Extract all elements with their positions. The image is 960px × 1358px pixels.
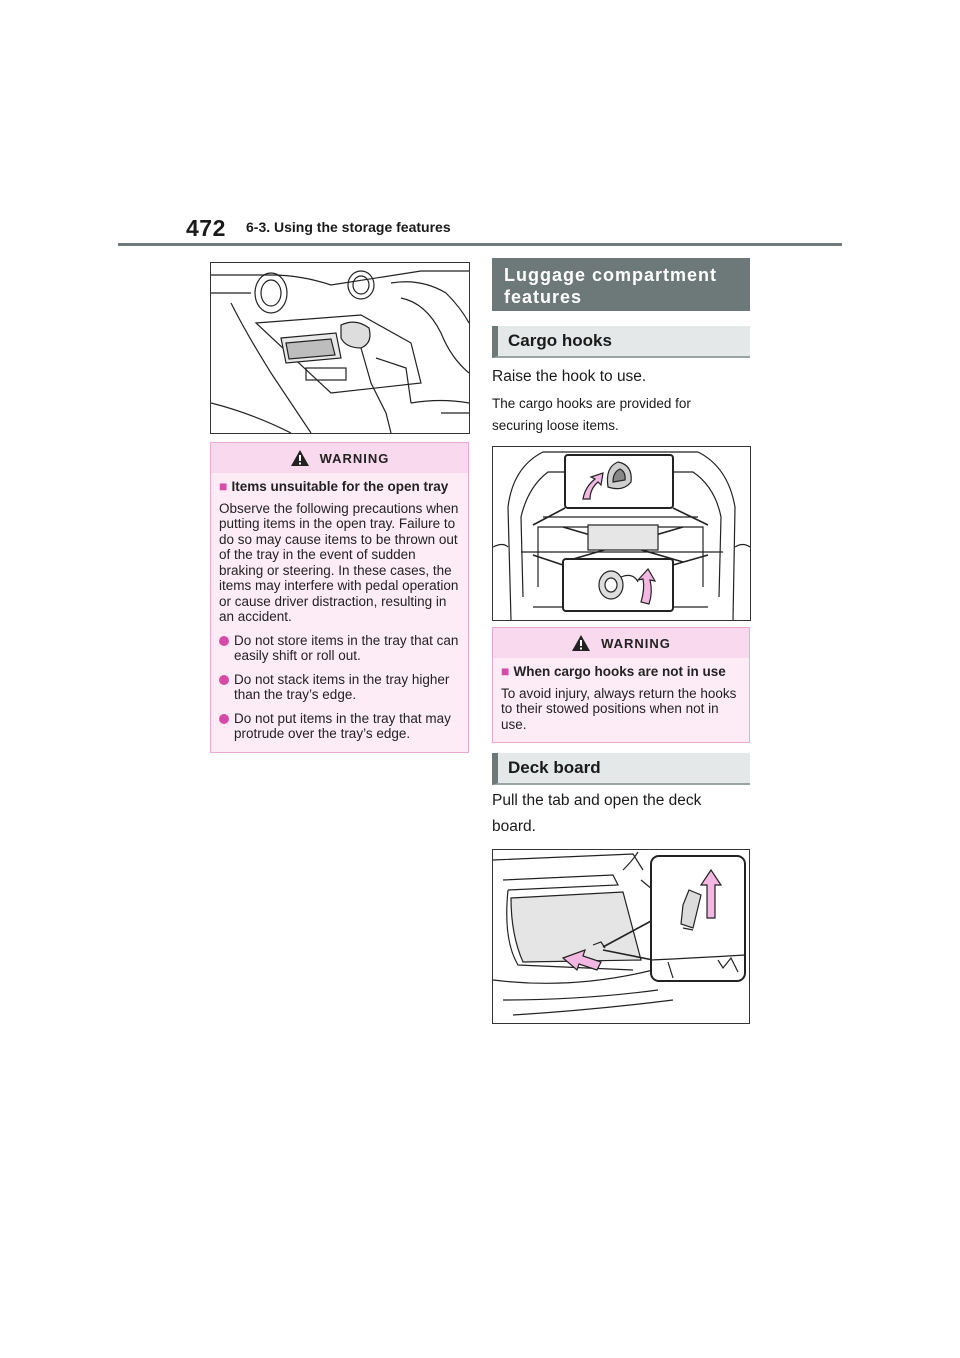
warning-triangle-icon [290, 449, 310, 467]
section-title: 6-3. Using the storage features [246, 219, 451, 235]
cargo-hooks-heading: Cargo hooks [492, 326, 750, 358]
deck-board-heading: Deck board [492, 753, 750, 785]
warning-triangle-icon [571, 634, 591, 652]
deck-board-illustration [492, 849, 750, 1024]
list-item [219, 711, 460, 742]
deck-instruction: Pull the tab and open the deck board. [492, 792, 702, 835]
bullet-dot-icon [219, 714, 229, 724]
tray-warning-subheading-text: Items unsuitable for the open tray [231, 479, 449, 494]
tray-warning-subheading [219, 479, 460, 495]
bullet-text: Do not put items in the tray that may protrude over the tray’s edge. [234, 710, 451, 741]
cargo-warning-subheading-text: When cargo hooks are not in use [513, 664, 726, 679]
tray-warning-header [211, 443, 468, 473]
open-tray-illustration [210, 262, 470, 434]
main-heading: Luggage compartment features [492, 258, 750, 311]
tray-warning-body [211, 473, 468, 752]
bullet-text: Do not store items in the tray that can easily shift or roll out. [234, 632, 459, 663]
page-number: 472 [186, 215, 226, 241]
cargo-warning-body [493, 658, 749, 742]
tray-warning-text: Observe the following precautions when putting items in the open tray. Failure to do so may cause items to be thrown out of the tray in the event of sudden braking or steering. In these cases, the items may interfere with pedal operation or cause driver distraction, resulting in an accident. [219, 500, 459, 624]
cargo-warning-header [493, 628, 749, 658]
tray-warning-label: WARNING [319, 450, 390, 466]
list-item [219, 633, 460, 664]
cargo-warning-box [492, 627, 750, 743]
tray-warning-box [210, 442, 469, 753]
cargo-note: The cargo hooks are provided for securing loose items. [492, 396, 691, 433]
bullet-dot-icon [219, 636, 229, 646]
bullet-dot-icon [219, 675, 229, 685]
cargo-warning-label: WARNING [601, 635, 671, 651]
cargo-instruction: Raise the hook to use. [492, 368, 647, 385]
header-divider [118, 243, 842, 246]
bullet-text: Do not stack items in the tray higher than the tray’s edge. [234, 671, 450, 702]
square-bullet-icon: ■ [219, 478, 228, 494]
cargo-hooks-illustration [492, 446, 751, 621]
cargo-warning-subheading [501, 664, 741, 680]
list-item [219, 672, 460, 703]
square-bullet-icon: ■ [501, 663, 510, 679]
cargo-warning-text: To avoid injury, always return the hooks to their stowed positions when not in use. [501, 685, 737, 732]
